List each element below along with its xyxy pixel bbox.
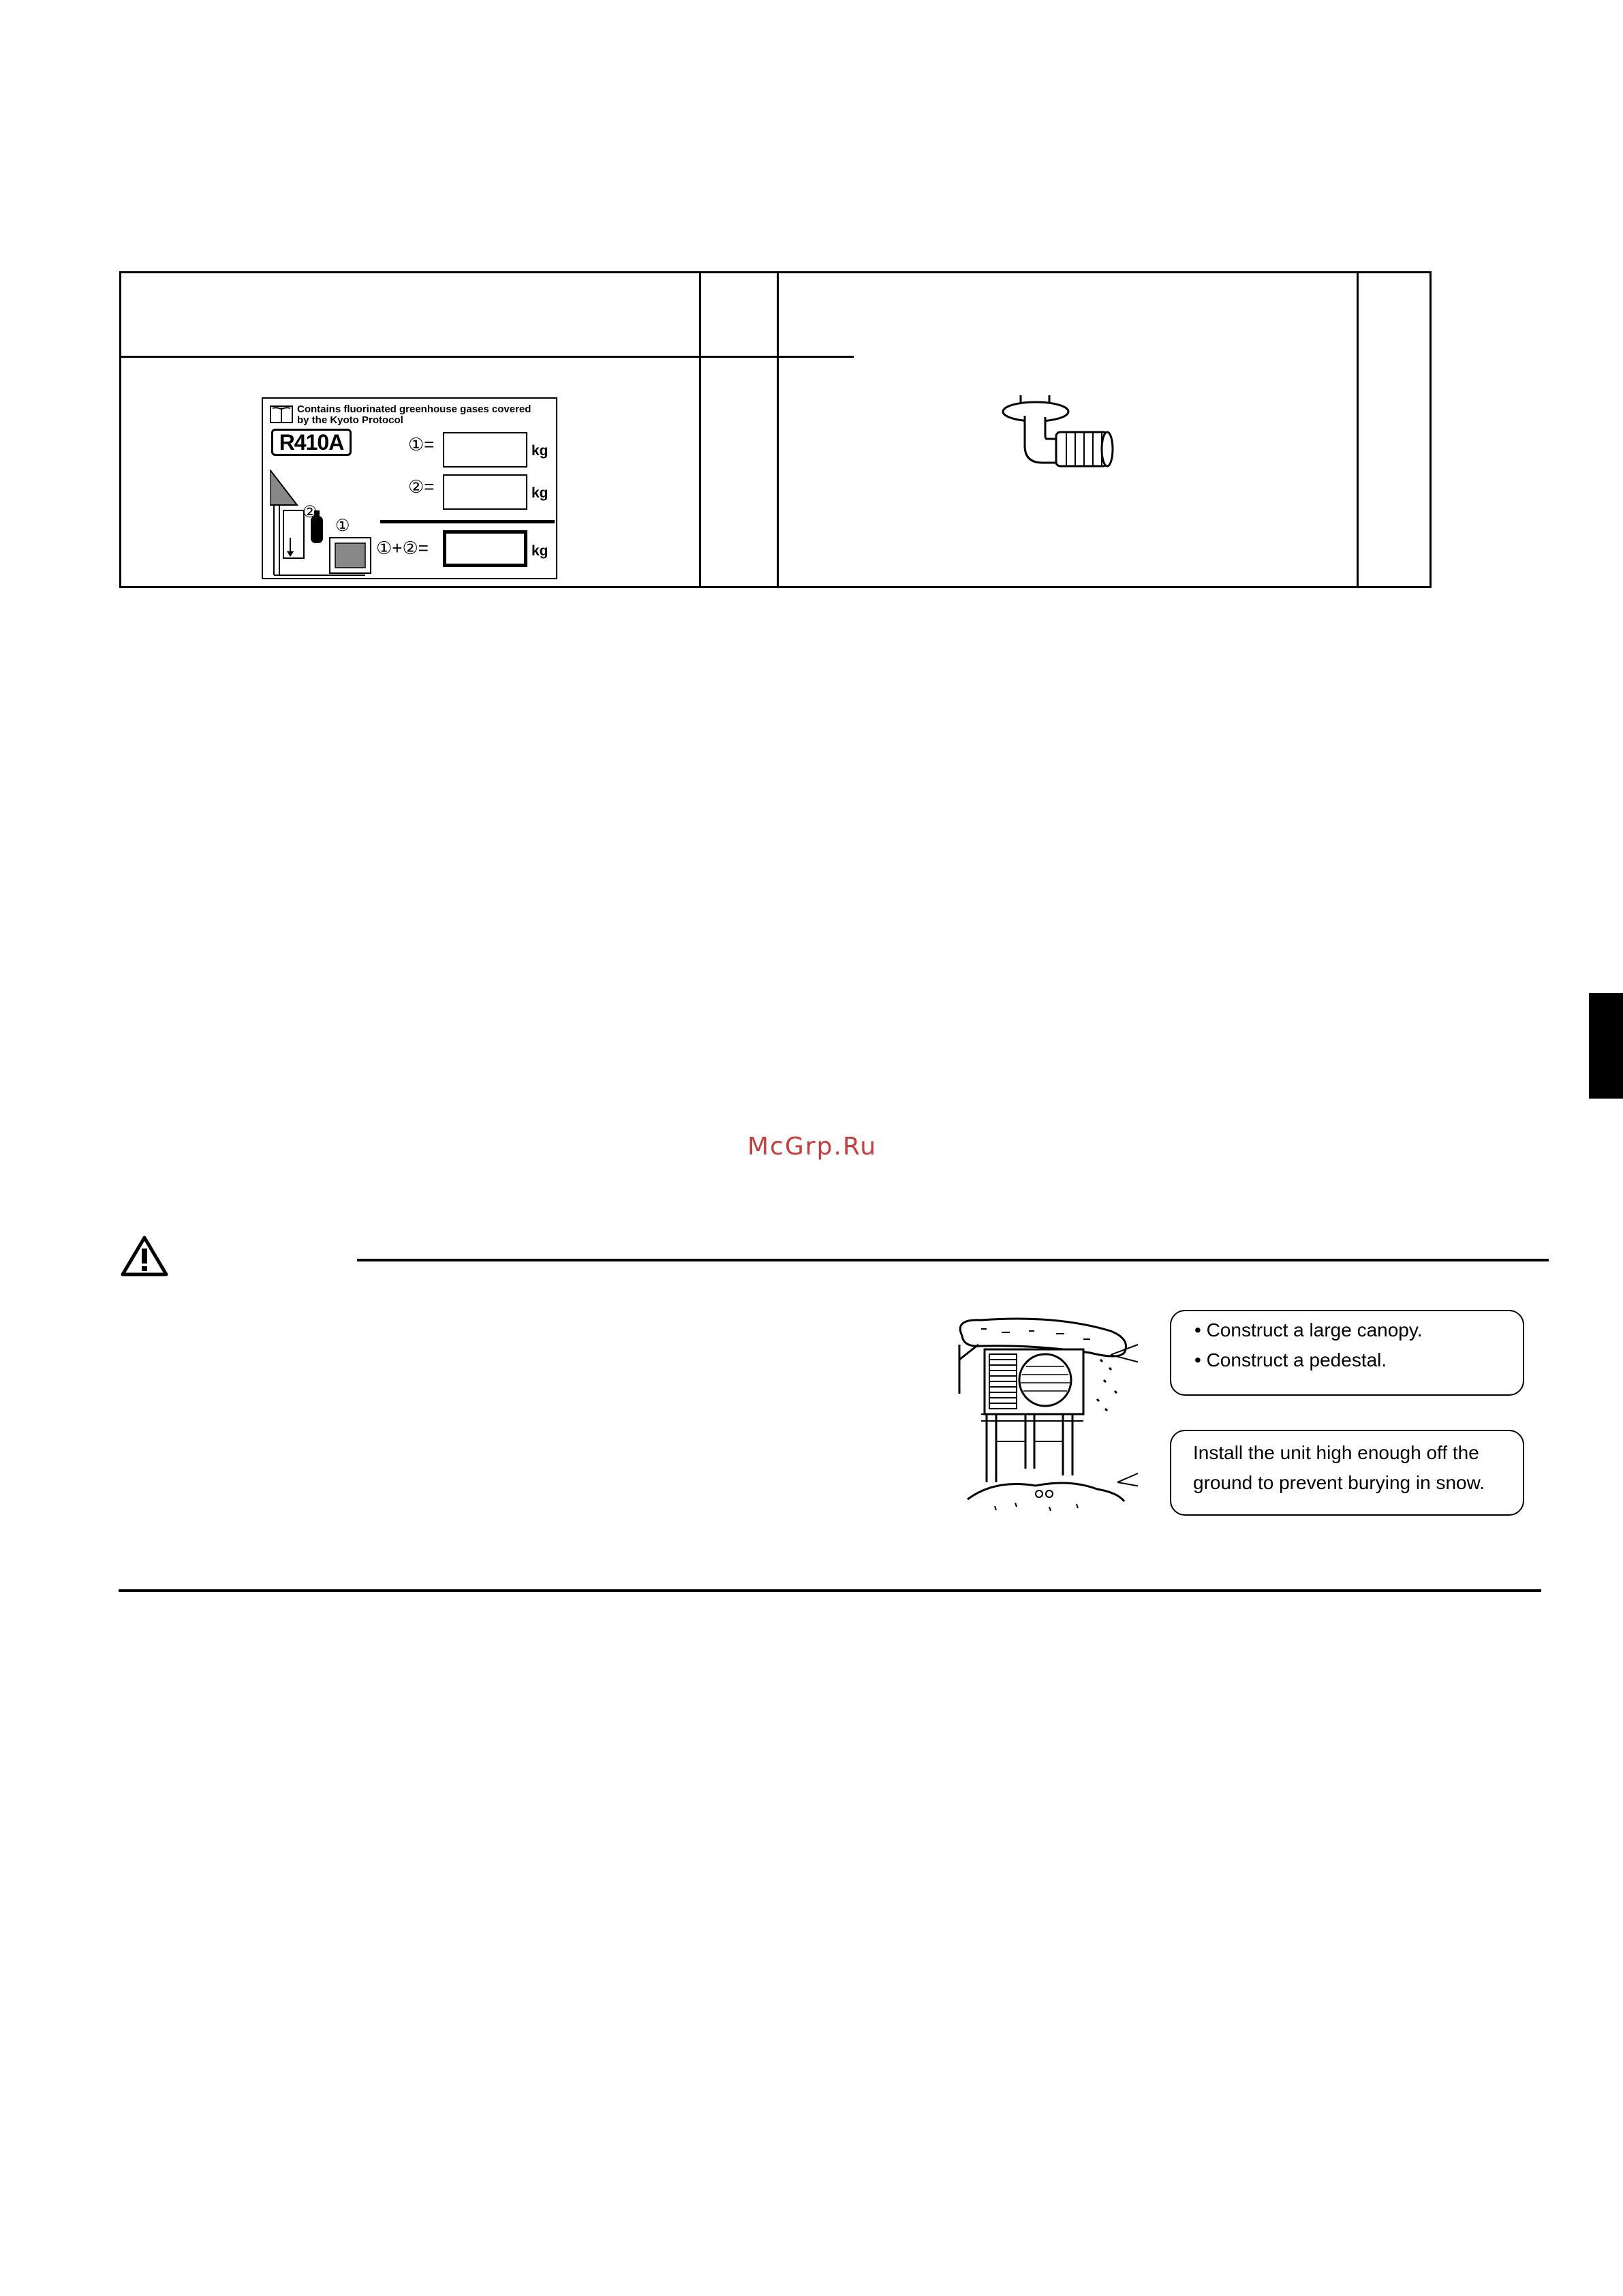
- label-total-symbol: ①+②=: [376, 538, 429, 558]
- label-notice-line2: by the Kyoto Protocol: [297, 414, 403, 426]
- label-unit-kg: kg: [531, 543, 548, 559]
- section-heading-rule: [357, 1259, 1549, 1261]
- section-tab-marker: [1589, 993, 1623, 1099]
- label-sum-divider: [380, 520, 555, 523]
- outdoor-unit-snow-illustration: [954, 1312, 1138, 1516]
- label-unit-kg: kg: [531, 485, 548, 501]
- label-unit-kg: kg: [531, 443, 548, 459]
- drain-elbow-icon: [1002, 391, 1131, 473]
- refrigerant-label: [262, 397, 557, 579]
- table-divider: [1357, 273, 1359, 586]
- callout-install-line2: ground to prevent burying in snow.: [1193, 1472, 1485, 1493]
- callout-install-line1: Install the unit high enough off the: [1193, 1442, 1479, 1463]
- charge-box-2: [443, 474, 527, 510]
- section-bottom-rule: [119, 1589, 1541, 1592]
- diagram-number-1: ①: [335, 517, 350, 535]
- table-divider: [777, 273, 779, 586]
- warning-triangle-icon: [120, 1235, 169, 1277]
- watermark: McGrp.Ru: [747, 1133, 878, 1161]
- table-divider: [699, 273, 701, 586]
- label-row2-symbol: ②=: [408, 476, 435, 497]
- callout-pedestal-text: • Construct a pedestal.: [1194, 1349, 1387, 1371]
- table-row-divider: [121, 356, 854, 358]
- charge-box-1: [443, 432, 527, 468]
- diagram-number-2: ②: [303, 503, 318, 521]
- charge-box-total: [443, 530, 527, 567]
- label-row1-symbol: ①=: [408, 434, 435, 455]
- refrigerant-cylinder-icon: [270, 470, 372, 579]
- refrigerant-name: R410A: [271, 429, 352, 456]
- install-height-callout: [1170, 1430, 1524, 1516]
- manual-book-icon: [270, 405, 293, 423]
- label-notice-line1: Contains fluorinated greenhouse gases covered: [297, 403, 531, 415]
- callout-canopy-text: • Construct a large canopy.: [1194, 1319, 1423, 1341]
- canopy-pedestal-callout: [1170, 1310, 1524, 1396]
